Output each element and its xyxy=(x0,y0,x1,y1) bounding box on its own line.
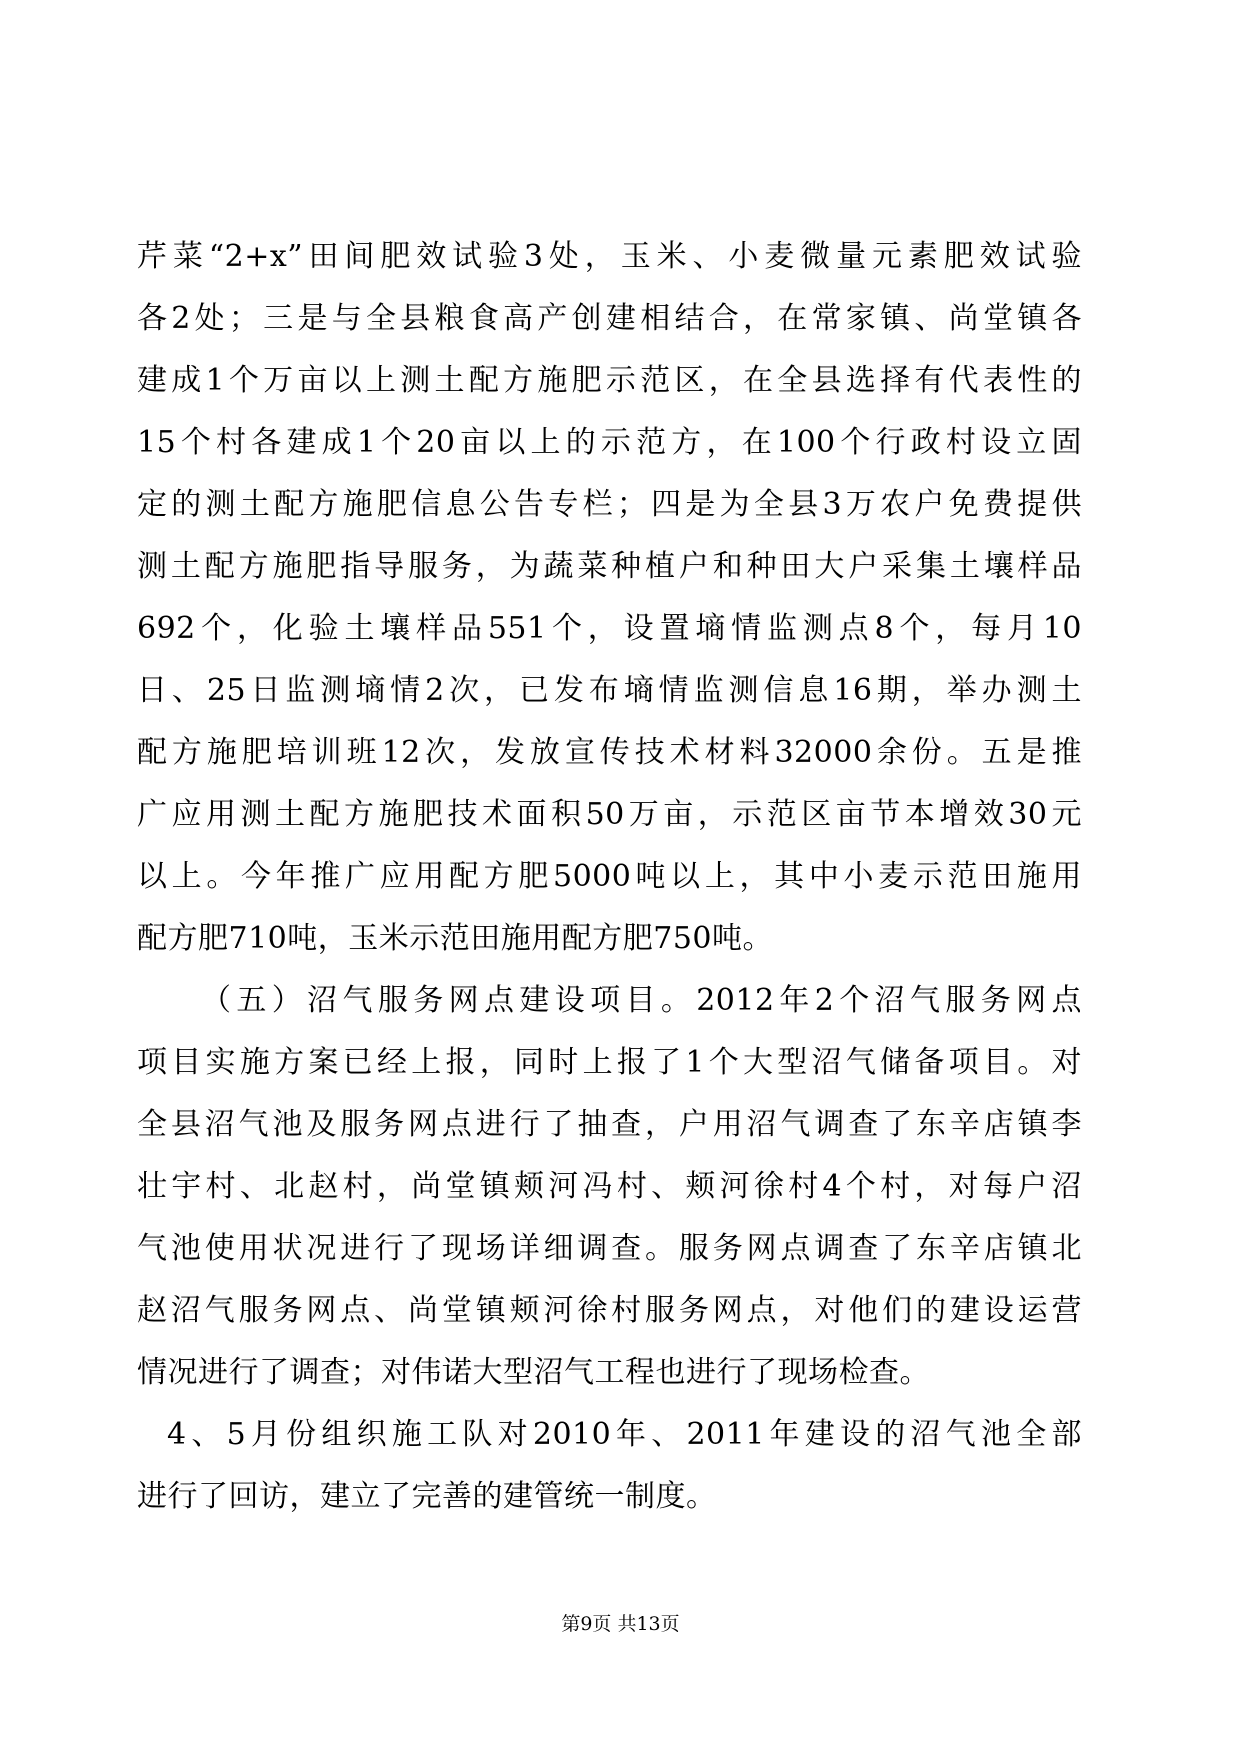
text-line: 15个村各建成1个20亩以上的示范方，在100个行政村设立固 xyxy=(137,425,1082,460)
text-line: 定的测土配方施肥信息公告专栏；四是为全县3万农户免费提供 xyxy=(137,487,1082,522)
paragraph-fertilizer xyxy=(137,226,1082,970)
text-line: 全县沼气池及服务网点进行了抽查，户用沼气调查了东辛店镇李 xyxy=(137,1107,1082,1142)
text-line: 赵沼气服务网点、尚堂镇颊河徐村服务网点，对他们的建设运营 xyxy=(137,1293,1082,1328)
text-line: 情况进行了调查；对伟诺大型沼气工程也进行了现场检查。 xyxy=(137,1355,930,1390)
text-line: 以上。今年推广应用配方肥5000吨以上，其中小麦示范田施用 xyxy=(137,859,1082,894)
text-line: 配方施肥培训班12次，发放宣传技术材料32000余份。五是推 xyxy=(137,735,1082,770)
text-line: 日、25日监测墒情2次，已发布墒情监测信息16期，举办测土 xyxy=(137,673,1082,708)
text-line: （五）沼气服务网点建设项目。2012年2个沼气服务网点 xyxy=(201,983,1082,1018)
document-body xyxy=(137,226,1082,1528)
text-line: 4、5月份组织施工队对2010年、2011年建设的沼气池全部 xyxy=(167,1417,1082,1452)
text-line: 气池使用状况进行了现场详细调查。服务网点调查了东辛店镇北 xyxy=(137,1231,1082,1266)
text-line: 广应用测土配方施肥技术面积50万亩，示范区亩节本增效30元 xyxy=(137,797,1082,832)
text-line: 进行了回访，建立了完善的建管统一制度。 xyxy=(137,1479,717,1514)
text-line: 项目实施方案已经上报，同时上报了1个大型沼气储备项目。对 xyxy=(137,1045,1082,1080)
paragraph-revisit xyxy=(137,1404,1082,1528)
text-line: 测土配方施肥指导服务，为蔬菜种植户和种田大户采集土壤样品 xyxy=(137,549,1082,584)
text-line: 配方肥710吨，玉米示范田施用配方肥750吨。 xyxy=(137,921,774,956)
text-line: 芹菜“2+x”田间肥效试验3处，玉米、小麦微量元素肥效试验 xyxy=(137,239,1082,274)
text-line: 壮宇村、北赵村，尚堂镇颊河冯村、颊河徐村4个村，对每户沼 xyxy=(137,1169,1082,1204)
text-line: 各2处；三是与全县粮食高产创建相结合，在常家镇、尚堂镇各 xyxy=(137,301,1082,336)
paragraph-biogas xyxy=(137,970,1082,1404)
text-line: 692个，化验土壤样品551个，设置墒情监测点8个，每月10 xyxy=(137,611,1082,646)
text-line: 建成1个万亩以上测土配方施肥示范区，在全县选择有代表性的 xyxy=(137,363,1082,398)
page-number-footer: 第9页 共13页 xyxy=(561,1613,680,1635)
